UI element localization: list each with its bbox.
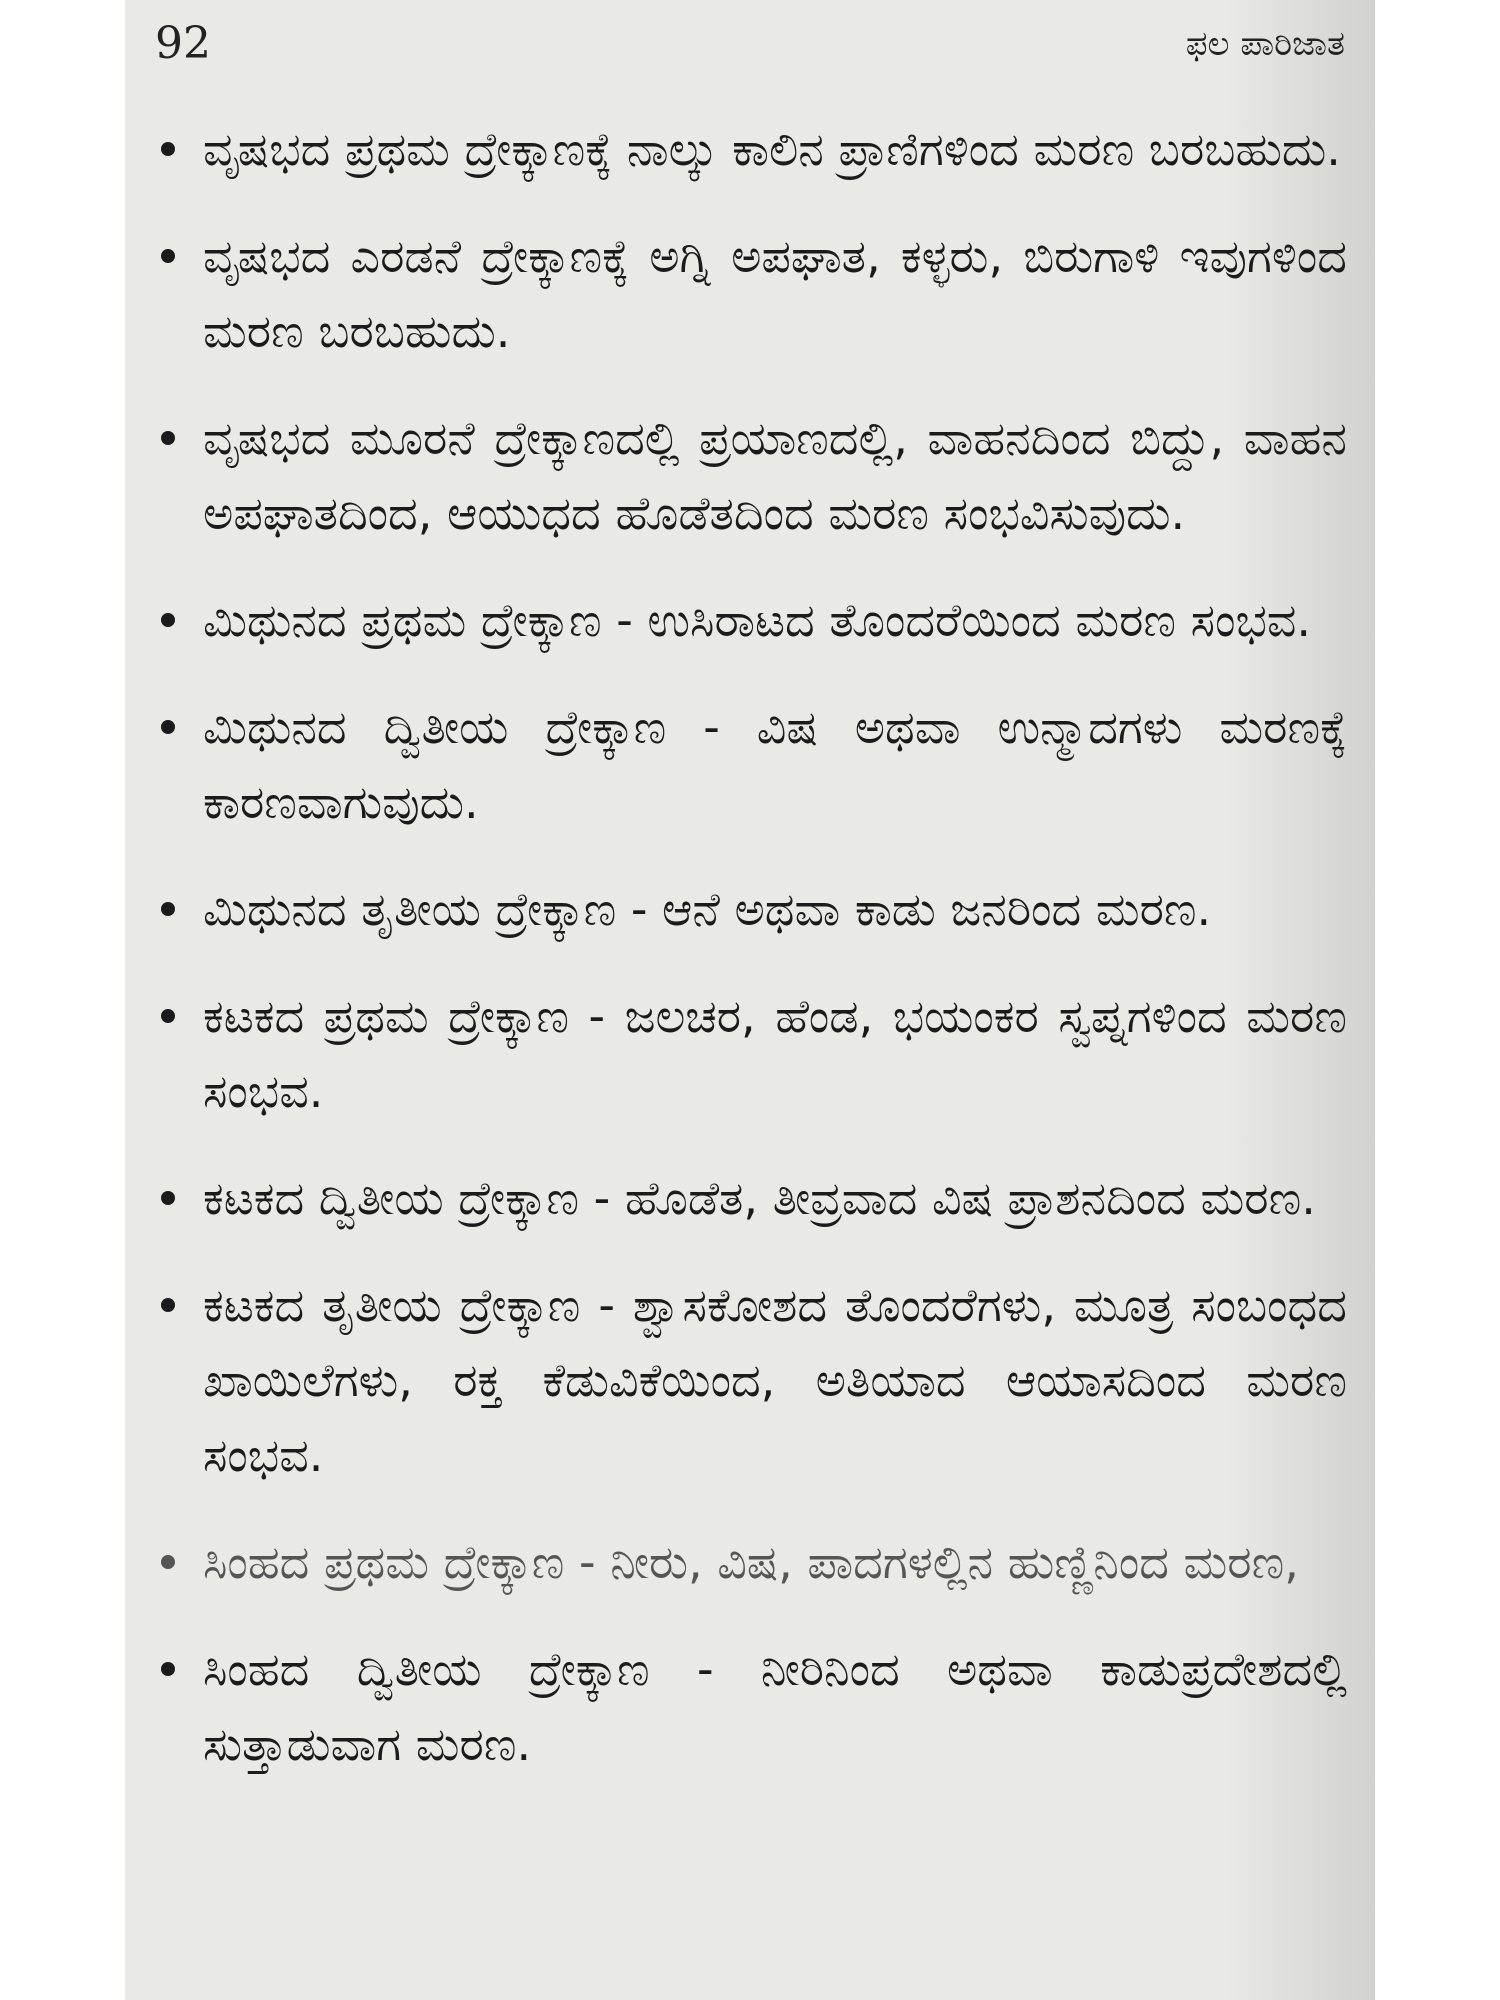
book-page (125, 0, 1375, 2000)
bullet-icon (161, 1191, 175, 1205)
list-item (153, 219, 1347, 369)
bullet-icon (161, 1298, 175, 1312)
list-item-text: ಮಿಥುನದ ದ್ವಿತೀಯ ದ್ರೇಕ್ಕಾಣ - ವಿಷ ಅಥವಾ ಉನ್ಮಾದಗಳು ಮರಣಕ್ಕೆ ಕಾರಣವಾಗುವುದು. (203, 700, 1347, 829)
list-item (153, 1268, 1347, 1493)
list-item-text: ಕಟಕದ ತೃತೀಯ ದ್ರೇಕ್ಕಾಣ - ಶ್ವಾಸಕೋಶದ ತೊಂದರೆಗಳು, ಮೂತ್ರ ಸಂಬಂಧದ ಖಾಯಿಲೆಗಳು, ರಕ್ತ ಕೆಡುವಿಕೆಯಿಂದ, ಅತಿಯಾದ ಆಯಾಸದಿಂದ ಮರಣ ಸಂಭವ. (203, 1278, 1347, 1482)
bullet-icon (161, 1662, 175, 1676)
bullet-icon (161, 613, 175, 627)
list-item (153, 872, 1347, 947)
bullet-icon (161, 1009, 175, 1023)
bullet-icon (161, 142, 175, 156)
list-item (153, 583, 1347, 658)
page-header (125, 10, 1375, 80)
list-item (153, 401, 1347, 551)
bullet-icon (161, 720, 175, 734)
list-item (153, 112, 1347, 187)
bullet-icon (161, 1555, 175, 1569)
bullet-icon (161, 902, 175, 916)
list-item-text: ಕಟಕದ ಪ್ರಥಮ ದ್ರೇಕ್ಕಾಣ - ಜಲಚರ, ಹೆಂಡ, ಭಯಂಕರ ಸ್ವಪ್ನಗಳಿಂದ ಮರಣ ಸಂಭವ. (203, 989, 1347, 1118)
running-title: ಫಲ ಪಾರಿಜಾತ (1185, 24, 1345, 64)
list-item-text: ಕಟಕದ ದ್ವಿತೀಯ ದ್ರೇಕ್ಕಾಣ - ಹೊಡೆತ, ತೀವ್ರವಾದ ವಿಷ ಪ್ರಾಶನದಿಂದ ಮರಣ. (203, 1171, 1316, 1225)
list-item-text: ಮಿಥುನದ ತೃತೀಯ ದ್ರೇಕ್ಕಾಣ - ಆನೆ ಅಥವಾ ಕಾಡು ಜನರಿಂದ ಮರಣ. (203, 882, 1212, 936)
list-item (153, 690, 1347, 840)
list-item-text: ಸಿಂಹದ ಪ್ರಥಮ ದ್ರೇಕ್ಕಾಣ - ನೀರು, ವಿಷ, ಪಾದಗಳಲ್ಲಿನ ಹುಣ್ಣಿನಿಂದ ಮರಣ, (203, 1535, 1299, 1589)
list-item (153, 1525, 1347, 1600)
page-number: 92 (155, 18, 211, 69)
bullet-icon (161, 431, 175, 445)
list-item-text: ಸಿಂಹದ ದ್ವಿತೀಯ ದ್ರೇಕ್ಕಾಣ - ನೀರಿನಿಂದ ಅಥವಾ ಕಾಡುಪ್ರದೇಶದಲ್ಲಿ ಸುತ್ತಾಡುವಾಗ ಮರಣ. (203, 1642, 1347, 1771)
list-item (153, 979, 1347, 1129)
bullet-icon (161, 249, 175, 263)
list-item-text: ವೃಷಭದ ಎರಡನೆ ದ್ರೇಕ್ಕಾಣಕ್ಕೆ ಅಗ್ನಿ ಅಪಘಾತ, ಕಳ್ಳರು, ಬಿರುಗಾಳಿ ಇವುಗಳಿಂದ ಮರಣ ಬರಬಹುದು. (203, 229, 1347, 358)
list-item (153, 1161, 1347, 1236)
list-item-text: ವೃಷಭದ ಮೂರನೆ ದ್ರೇಕ್ಕಾಣದಲ್ಲಿ ಪ್ರಯಾಣದಲ್ಲಿ, ವಾಹನದಿಂದ ಬಿದ್ದು, ವಾಹನ ಅಪಘಾತದಿಂದ, ಆಯುಧದ ಹೊಡೆತದಿಂದ ಮರಣ ಸಂಭವಿಸುವುದು. (203, 411, 1347, 540)
list-item-text: ಮಿಥುನದ ಪ್ರಥಮ ದ್ರೇಕ್ಕಾಣ - ಉಸಿರಾಟದ ತೊಂದರೆಯಿಂದ ಮರಣ ಸಂಭವ. (203, 593, 1312, 647)
list-item (153, 1632, 1347, 1782)
bullet-list (153, 112, 1347, 1814)
list-item-text: ವೃಷಭದ ಪ್ರಥಮ ದ್ರೇಕ್ಕಾಣಕ್ಕೆ ನಾಲ್ಕು ಕಾಲಿನ ಪ್ರಾಣಿಗಳಿಂದ ಮರಣ ಬರಬಹುದು. (203, 122, 1341, 176)
